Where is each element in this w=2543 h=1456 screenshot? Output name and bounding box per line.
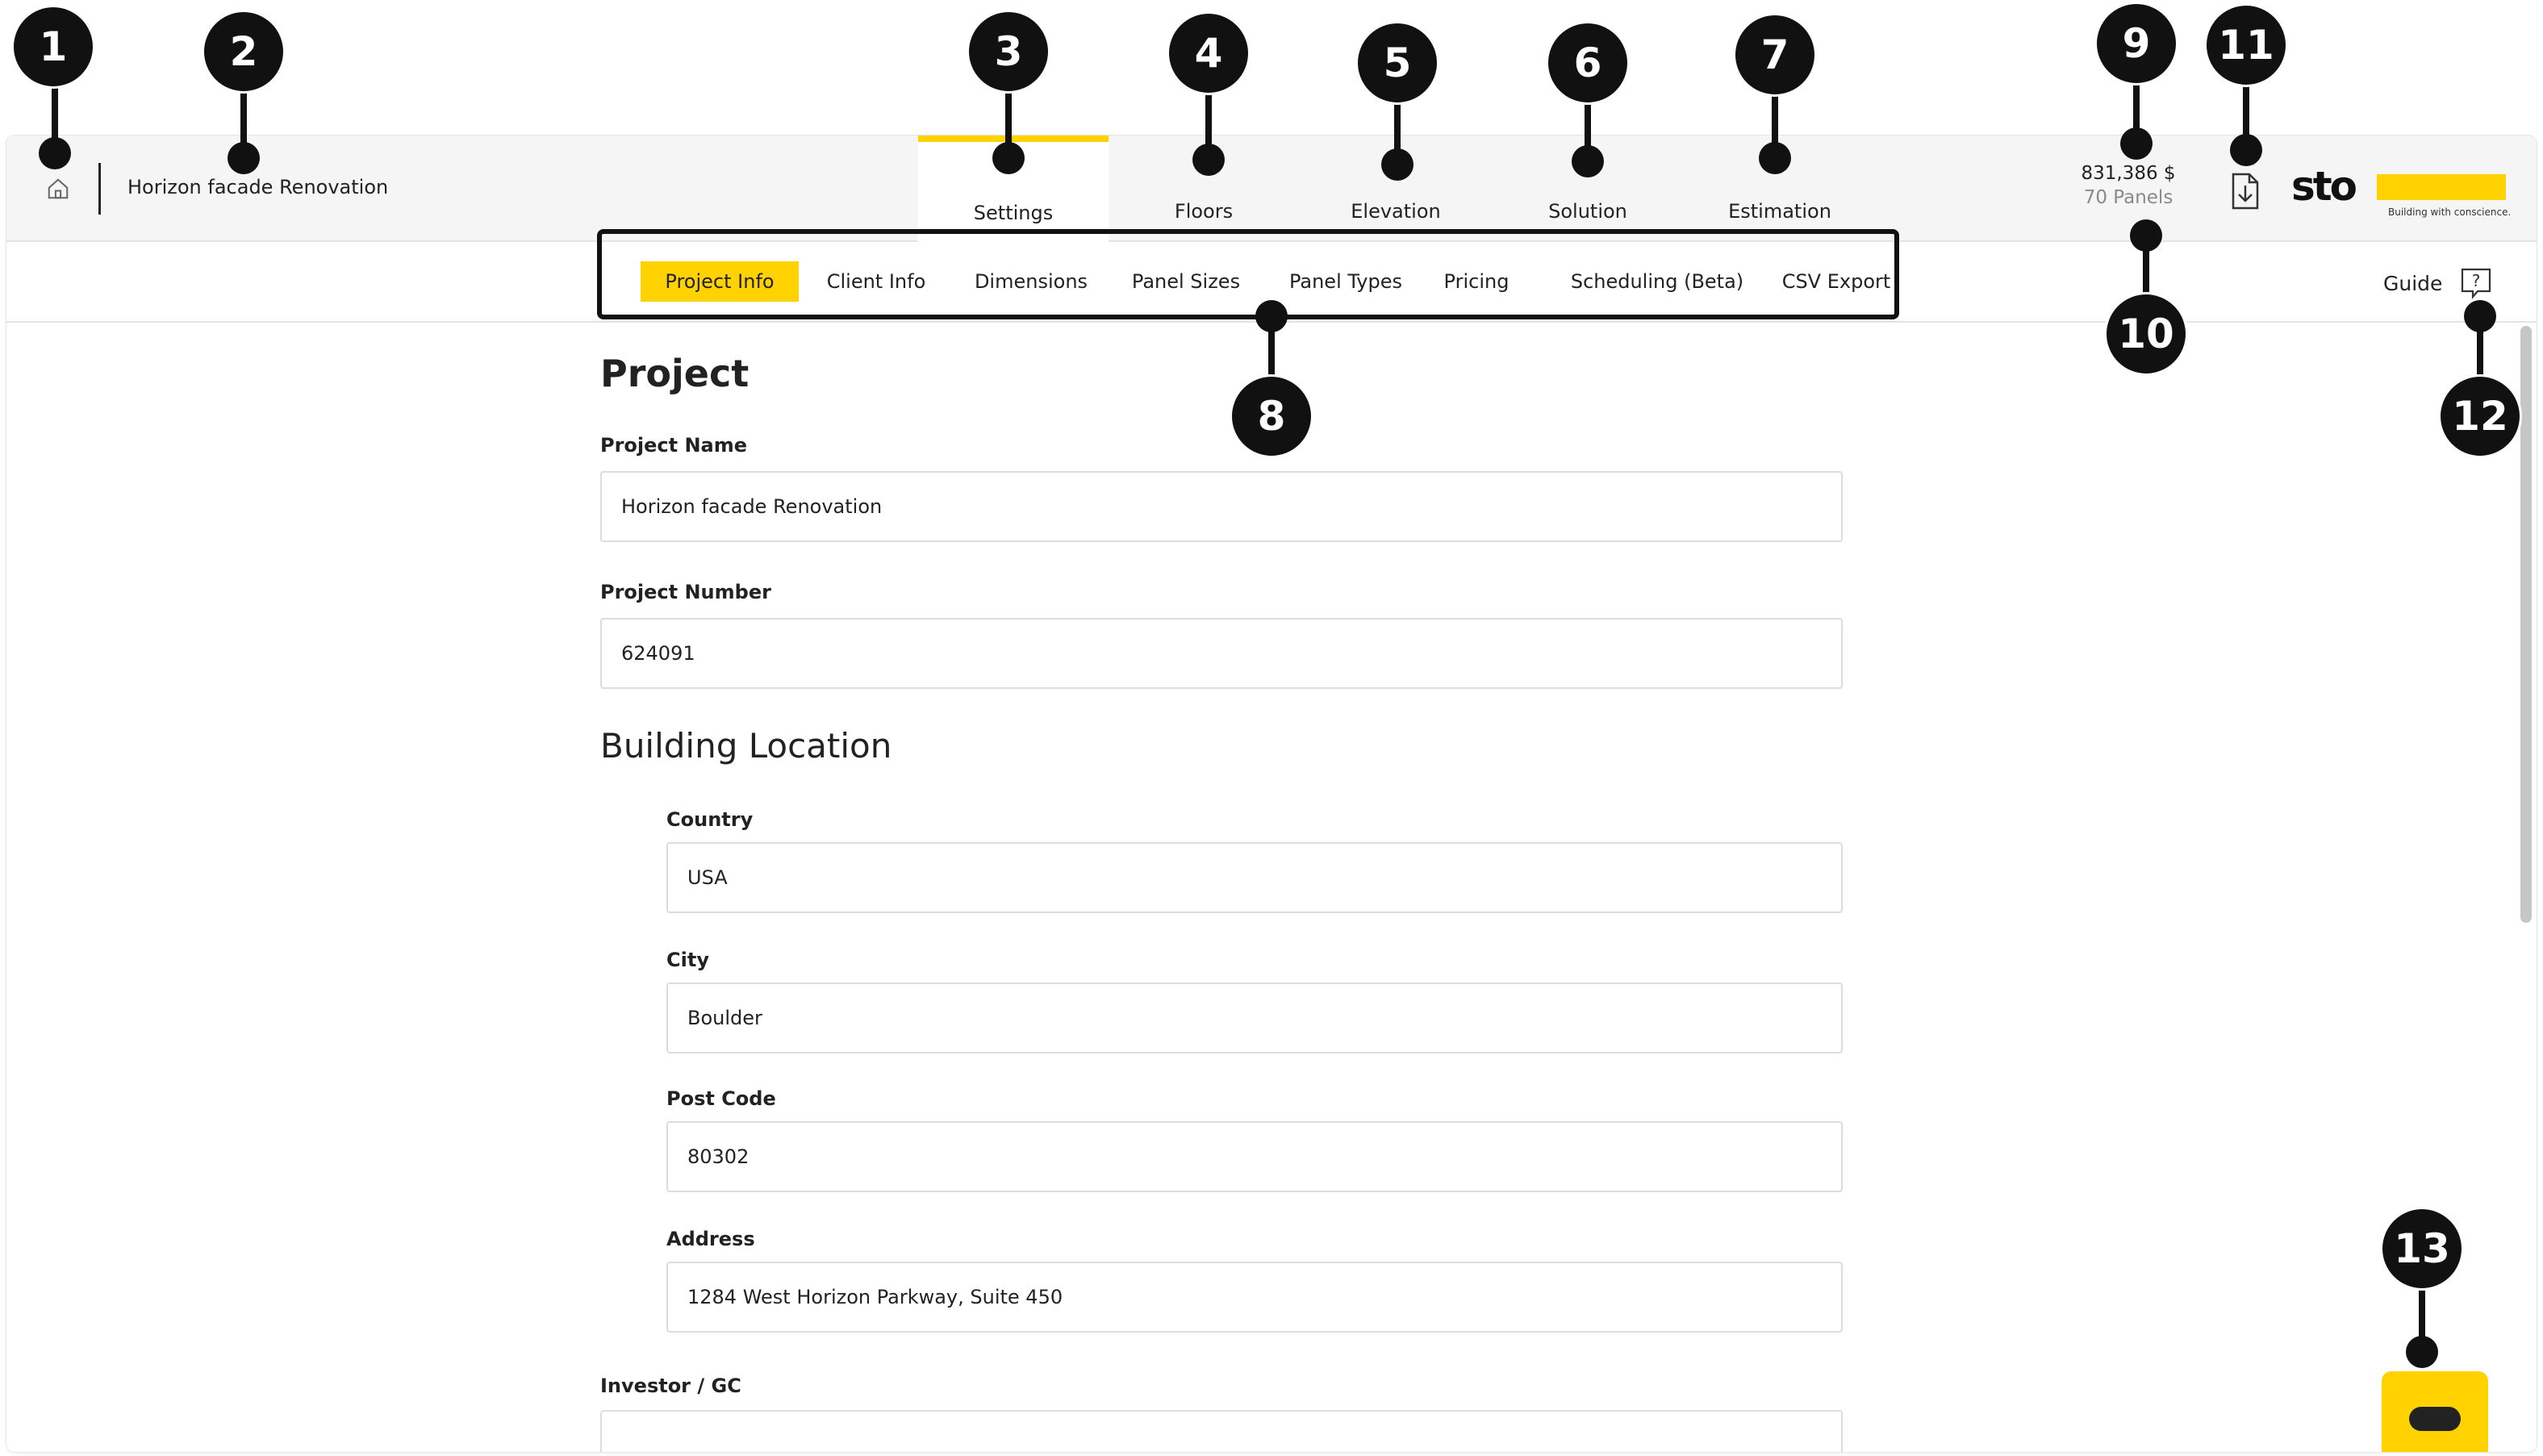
help-icon [2460,267,2492,299]
callout-dot [1255,300,1288,332]
callout-dot [2130,219,2162,252]
callout-badge: 7 [1733,13,1817,97]
project-name-label: Project Name [600,434,748,457]
divider [98,163,101,215]
tab-label: Settings [973,202,1054,224]
country-label: Country [666,808,754,831]
callout-dot [1381,148,1413,181]
panel-count: 70 Panels [2083,187,2173,208]
address-input[interactable] [666,1262,1843,1333]
subtab-label: Client Info [826,270,926,293]
svg-text:?: ? [2472,271,2481,290]
investor-input[interactable] [600,1410,1843,1452]
subtab-project-info[interactable] [641,261,799,302]
investor-label: Investor / GC [600,1375,741,1397]
sto-logo [2291,163,2519,218]
project-title: Horizon facade Renovation [127,176,389,198]
callout-dot [39,137,71,169]
guide-button[interactable] [2383,263,2492,303]
logo-word: sto [2291,163,2356,210]
total-cost: 831,386 $ [2081,163,2176,184]
logo-tagline: Building with conscience. [2388,207,2512,218]
callout-badge: 4 [1167,11,1251,95]
subtab-panel-types[interactable] [1276,261,1415,302]
callout-badge: 12 [2438,374,2522,458]
subtab-label: Scheduling (Beta) [1570,270,1744,293]
subtab-label: Dimensions [974,270,1088,293]
callout-dot [2464,300,2496,332]
post-code-input[interactable] [666,1121,1843,1192]
scrollbar-thumb[interactable] [2520,326,2532,923]
download-icon [2227,171,2262,211]
tab-label: Elevation [1351,200,1441,223]
callout-badge: 5 [1355,21,1439,105]
section-title-building-location: Building Location [600,726,892,766]
callout-badge: 8 [1230,374,1313,458]
chat-button[interactable] [2382,1371,2488,1452]
city-label: City [666,949,709,971]
callout-badge: 13 [2380,1207,2464,1291]
callout-badge: 6 [1546,21,1630,105]
callout-dot [1759,142,1791,174]
callout-badge: 2 [202,10,286,94]
project-name-input[interactable] [600,471,1843,542]
callout-dot [1572,145,1604,177]
tab-label: Estimation [1728,200,1831,223]
subtab-label: Pricing [1443,270,1510,293]
home-icon [46,177,70,201]
post-code-label: Post Code [666,1087,776,1110]
callout-dot [2406,1336,2438,1368]
download-button[interactable] [2227,171,2262,211]
callout-dot [228,142,260,174]
address-label: Address [666,1228,755,1250]
subtab-dimensions[interactable] [963,261,1099,302]
callout-badge: 10 [2104,292,2188,376]
callout-badge: 3 [967,10,1050,94]
callout-dot [2120,127,2153,160]
subtab-label: Panel Types [1288,270,1402,293]
callout-badge: 11 [2204,3,2288,87]
callout-dot [2230,134,2262,166]
callout-dot [992,142,1025,174]
subtab-csv-export[interactable] [1772,261,1901,302]
callout-dot [1192,144,1225,176]
section-title-project: Project [600,352,750,395]
tab-label: Floors [1174,200,1234,223]
city-input[interactable] [666,982,1843,1053]
callout-badge: 1 [11,5,95,89]
project-info-form [6,323,2537,1452]
logo-bar [2377,174,2506,200]
scrollbar[interactable] [2520,326,2532,1447]
subtab-label: Project Info [665,270,775,293]
home-button[interactable] [44,174,73,203]
subtab-scheduling[interactable] [1554,261,1760,302]
subtab-pricing[interactable] [1434,261,1518,302]
callout-badge: 9 [2094,2,2178,86]
country-input[interactable] [666,842,1843,913]
cost-summary [2072,163,2185,208]
subtab-label: CSV Export [1781,270,1891,293]
subtab-panel-sizes[interactable] [1120,261,1252,302]
guide-label: Guide [2383,271,2443,295]
chat-icon [2409,1407,2461,1431]
subtab-label: Panel Sizes [1131,270,1241,293]
subtab-client-info[interactable] [813,261,939,302]
project-number-label: Project Number [600,581,771,603]
project-number-input[interactable] [600,618,1843,689]
tab-label: Solution [1548,200,1627,223]
